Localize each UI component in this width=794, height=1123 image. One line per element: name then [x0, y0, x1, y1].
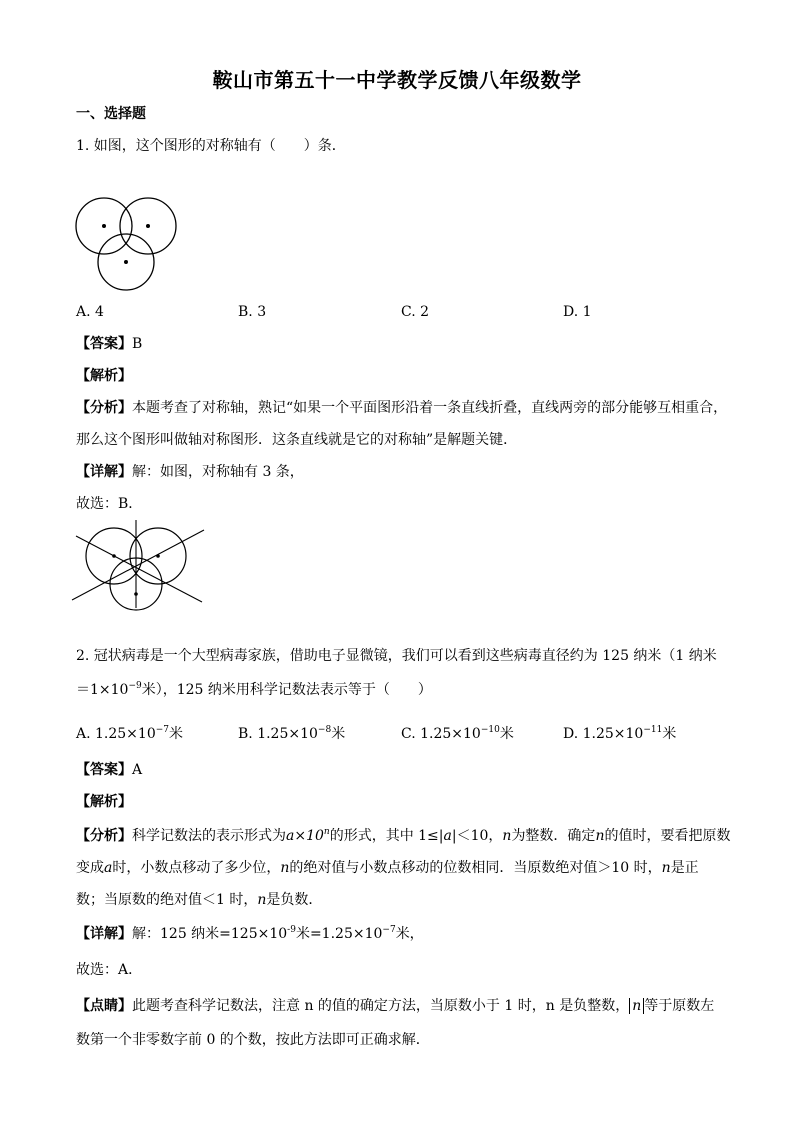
fenxi-var: n: [595, 828, 605, 844]
option-label: B. 1.25×10: [238, 726, 318, 742]
option-label: C. 1.25×10: [401, 726, 481, 742]
fenxi-text: 是正: [670, 860, 699, 876]
fenxi-text: |＜10，: [451, 828, 503, 844]
q1-choose: 故选：B．: [76, 496, 143, 512]
q2-answer: [76, 760, 142, 780]
q2-dianjing-line2: 数第一个非零数字前 0 的个数，按此方法即可正确求解．: [76, 1032, 430, 1048]
q2-option-b: [238, 724, 345, 744]
option-label: D. 1.25×10: [563, 726, 644, 742]
dianjing-text: 此题考查科学记数法，注意 n 的值的确定方法，当原数小于 1 时，n 是负整数，: [132, 998, 630, 1014]
fenxi-var: n: [280, 860, 290, 876]
page-title: 鞍山市第五十一中学教学反馈八年级数学: [212, 68, 582, 92]
fenxi-var: n: [257, 892, 267, 908]
option-unit: 米: [662, 726, 677, 742]
q2-stem-line1: 2. 冠状病毒是一个大型病毒家族，借助电子显微镜，我们可以看到这些病毒直径约为 125 纳米（1 纳米: [76, 648, 717, 664]
option-label: A. 1.25×10: [76, 726, 156, 742]
fenxi-text: 变成: [76, 860, 104, 876]
absolute-value-n: n: [629, 998, 644, 1014]
q2-option-c: [401, 724, 514, 744]
q1-analysis-tag: 【解析】: [76, 368, 132, 384]
q1-fenxi-line2: 那么这个图形叫做轴对称图形．这条直线就是它的对称轴”是解题关键．: [76, 432, 518, 448]
fenxi-var: a: [443, 828, 452, 844]
fenxi-tag: 【分析】: [76, 400, 132, 416]
fenxi-text: 是负数．: [266, 892, 323, 908]
fenxi-text: 的值时，要看把原数: [604, 828, 731, 844]
q1-symmetry-axes-figure: [76, 518, 208, 610]
detail-exp: −7: [382, 925, 396, 935]
q2-dianjing-line1: [76, 996, 714, 1016]
option-unit: 米: [331, 726, 346, 742]
answer-tag: 【答案】: [76, 762, 132, 778]
q1-three-circles-figure: [70, 190, 190, 300]
dianjing-tag: 【点睛】: [76, 998, 132, 1014]
q1-stem: 1. 如图，这个图形的对称轴有（ ）条．: [76, 138, 346, 154]
fenxi-text: 的形式，其中 1≤|: [329, 828, 444, 844]
dianjing-text: 等于原数左: [644, 998, 715, 1014]
q2-stem-eq: ＝1×10: [76, 682, 129, 698]
option-unit: 米: [499, 726, 514, 742]
q2-fenxi-line3: [76, 890, 322, 910]
q2-option-d: [563, 724, 676, 744]
q2-fenxi-line1: [76, 826, 730, 846]
q2-fenxi-line2: [76, 858, 699, 878]
fenxi-var: n: [502, 828, 512, 844]
q2-stem-line2: [76, 680, 432, 700]
q2-analysis-tag: 【解析】: [76, 794, 132, 810]
fenxi-var: a: [104, 860, 113, 876]
q1-option-d: D. 1: [563, 304, 592, 320]
option-exp: −8: [317, 725, 332, 735]
q2-option-a: [76, 724, 183, 744]
detail-exp: -9: [287, 925, 296, 935]
fenxi-text: 时，小数点移动了多少位，: [112, 860, 281, 876]
option-exp: −10: [480, 725, 500, 735]
fenxi-text: 数；当原数的绝对值＜1 时，: [76, 892, 258, 908]
fenxi-tag: 【分析】: [76, 828, 132, 844]
answer-tag: 【答案】: [76, 336, 132, 352]
fenxi-text: 科学记数法的表示形式为: [132, 828, 286, 844]
fenxi-exp: n: [323, 827, 330, 837]
detail-text: 米=1.25×10: [295, 926, 383, 942]
option-unit: 米: [169, 726, 184, 742]
q1-option-b: B. 3: [238, 304, 267, 320]
detail-tag: 【详解】: [76, 464, 132, 480]
q1-answer: [76, 334, 142, 354]
section-heading: 一、选择题: [76, 106, 146, 122]
fenxi-text: 本题考查了对称轴，熟记“如果一个平面图形沿着一条直线折叠，直线两旁的部分能够互相重合，: [132, 400, 728, 416]
q1-option-c: C. 2: [401, 304, 430, 320]
q1-detail: [76, 462, 304, 482]
detail-text: 解：如图，对称轴有 3 条，: [132, 464, 304, 480]
option-exp: −7: [155, 725, 170, 735]
q2-stem-rest: 米），125 纳米用科学记数法表示等于（ ）: [141, 682, 432, 698]
q1-option-a: A. 4: [76, 304, 104, 320]
fenxi-text: 的绝对值与小数点移动的位数相同．当原数绝对值＞10 时，: [289, 860, 662, 876]
q2-stem-exp: −9: [128, 681, 142, 691]
answer-value: B: [132, 336, 143, 352]
answer-value: A: [132, 762, 143, 778]
detail-text: 解：125 纳米=125×10: [132, 926, 288, 942]
detail-text: 米，: [395, 926, 424, 942]
q2-choose: 故选：A．: [76, 962, 143, 978]
detail-tag: 【详解】: [76, 926, 132, 942]
q2-detail: [76, 924, 424, 944]
fenxi-var: a×10: [286, 828, 324, 844]
fenxi-var: n: [661, 860, 671, 876]
option-exp: −11: [643, 725, 663, 735]
q1-fenxi-line1: [76, 398, 727, 418]
fenxi-text: 为整数．确定: [511, 828, 596, 844]
